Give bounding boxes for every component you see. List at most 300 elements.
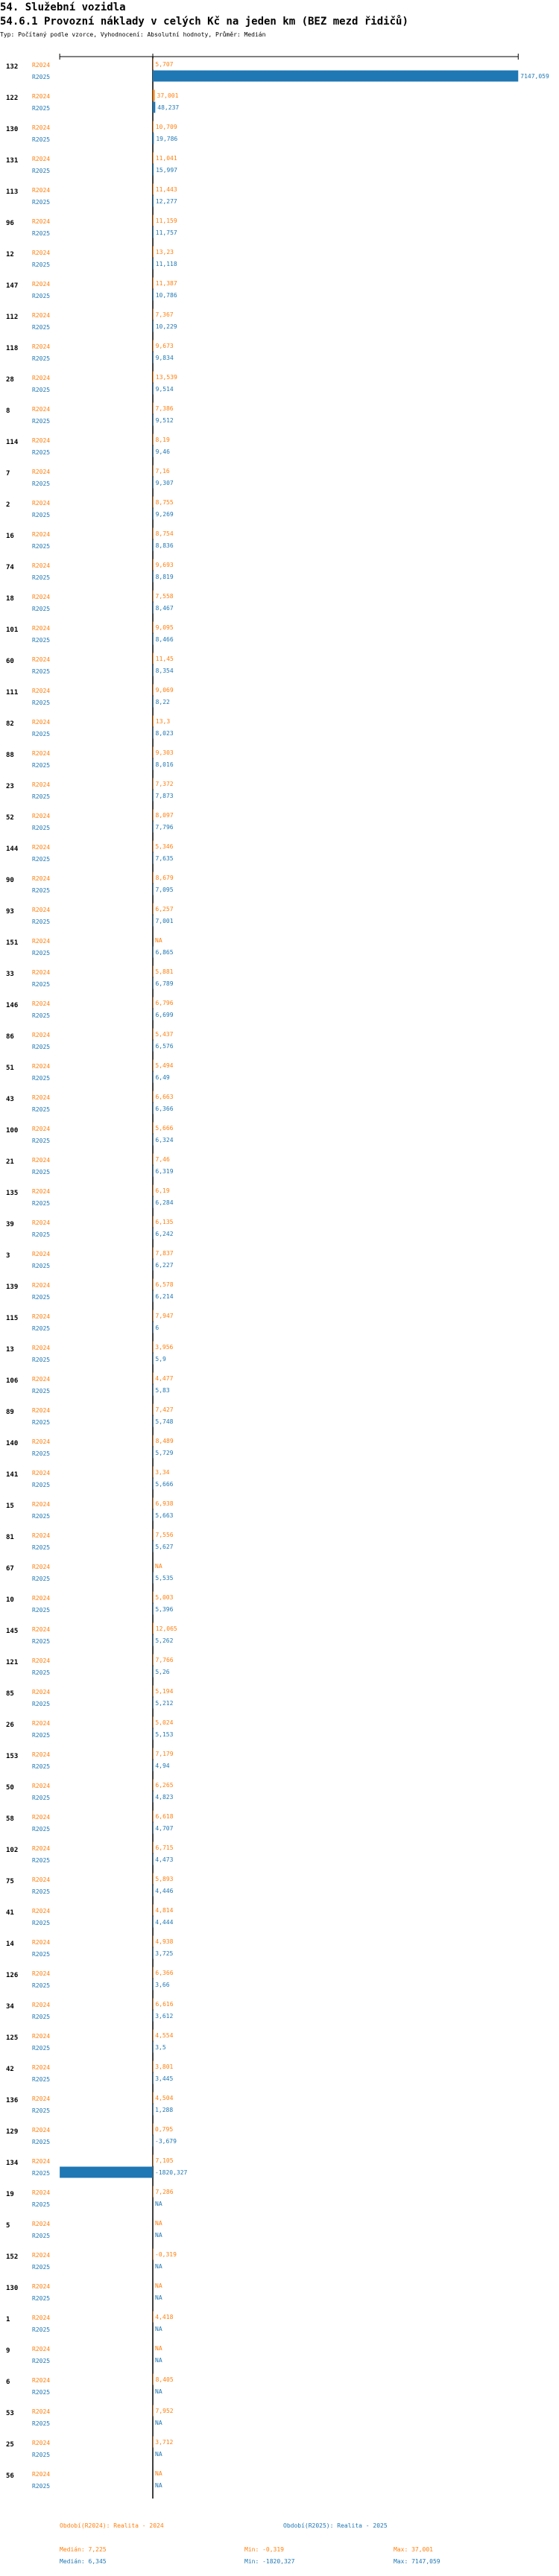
series-label-r2024: R2024 bbox=[32, 93, 51, 100]
category-label: 2 bbox=[6, 501, 10, 509]
series-label-r2024: R2024 bbox=[32, 2127, 51, 2134]
bar-r2025 bbox=[153, 352, 154, 364]
category-label: 134 bbox=[6, 2160, 19, 2167]
value-label-r2024: NA bbox=[155, 1563, 162, 1570]
bar-r2024 bbox=[153, 2030, 154, 2041]
bar-r2024 bbox=[153, 2249, 154, 2260]
bar-r2024 bbox=[153, 872, 154, 883]
bar-r2025 bbox=[153, 978, 154, 989]
value-label-r2024: 4,554 bbox=[155, 2032, 174, 2039]
value-label-r2025: 4,444 bbox=[155, 1919, 174, 1926]
bar-r2024 bbox=[153, 1936, 154, 1947]
category-label: 60 bbox=[6, 658, 14, 665]
bar-r2025 bbox=[153, 1948, 154, 1959]
bar-r2025 bbox=[153, 1197, 154, 1208]
series-label-r2024: R2024 bbox=[32, 1376, 51, 1383]
bar-r2025 bbox=[153, 258, 154, 270]
bar-r2024 bbox=[153, 997, 154, 1009]
value-label-r2025: 8,836 bbox=[155, 542, 174, 549]
bar-r2024 bbox=[153, 1216, 154, 1228]
value-label-r2025: 3,725 bbox=[155, 1950, 174, 1957]
bar-r2025 bbox=[153, 1291, 154, 1302]
series-label-r2024: R2024 bbox=[32, 187, 51, 194]
value-label-r2024: 5,707 bbox=[155, 61, 174, 68]
value-label-r2025: 6,576 bbox=[155, 1043, 174, 1050]
category-label: 153 bbox=[6, 1753, 19, 1760]
value-label-r2025: 10,786 bbox=[155, 292, 177, 299]
bar-r2024 bbox=[153, 591, 154, 602]
value-label-r2024: 6,19 bbox=[155, 1187, 170, 1194]
category-label: 89 bbox=[6, 1409, 14, 1416]
series-label-r2024: R2024 bbox=[32, 844, 51, 851]
value-label-r2024: 3,956 bbox=[155, 1344, 174, 1351]
series-label-r2025: R2025 bbox=[32, 1701, 51, 1707]
value-label-r2024: 37,001 bbox=[157, 92, 179, 99]
series-label-r2025: R2025 bbox=[32, 418, 51, 425]
value-label-r2025: 6,699 bbox=[155, 1012, 174, 1018]
series-label-r2024: R2024 bbox=[32, 469, 51, 475]
series-label-r2024: R2024 bbox=[32, 531, 51, 538]
bar-r2025 bbox=[153, 2042, 154, 2053]
category-label: 129 bbox=[6, 2128, 19, 2136]
value-label-r2024: 11,45 bbox=[155, 656, 174, 662]
series-label-r2025: R2025 bbox=[32, 762, 51, 769]
bar-r2025 bbox=[153, 2073, 154, 2084]
series-label-r2024: R2024 bbox=[32, 156, 51, 162]
series-label-r2024: R2024 bbox=[32, 2315, 51, 2321]
value-label-r2024: 10,709 bbox=[155, 124, 177, 130]
value-label-r2024: 6,618 bbox=[155, 1813, 174, 1820]
category-label: 112 bbox=[6, 314, 19, 321]
category-label: 131 bbox=[6, 157, 19, 165]
bar-r2025 bbox=[153, 1979, 154, 1990]
series-label-r2025: R2025 bbox=[32, 1388, 51, 1395]
bar-r2025 bbox=[153, 415, 154, 426]
category-label: 152 bbox=[6, 2253, 19, 2261]
category-label: 93 bbox=[6, 908, 14, 916]
series-label-r2025: R2025 bbox=[32, 1325, 51, 1332]
bar-r2025 bbox=[153, 1541, 154, 1552]
value-label-r2024: 6,578 bbox=[155, 1281, 174, 1288]
value-label-r2024: NA bbox=[155, 937, 162, 944]
category-label: 96 bbox=[6, 220, 14, 227]
bar-r2025 bbox=[153, 1322, 154, 1333]
series-label-r2024: R2024 bbox=[32, 2189, 51, 2196]
series-label-r2024: R2024 bbox=[32, 1438, 51, 1445]
value-label-r2024: 6,265 bbox=[155, 1782, 174, 1789]
value-label-r2025: -3,679 bbox=[155, 2138, 177, 2145]
value-label-r2024: 13,23 bbox=[155, 249, 174, 256]
series-label-r2024: R2024 bbox=[32, 1845, 51, 1852]
series-label-r2025: R2025 bbox=[32, 606, 51, 612]
category-label: 151 bbox=[6, 939, 19, 947]
bar-r2024 bbox=[153, 2155, 154, 2166]
bar-r2024 bbox=[153, 841, 154, 852]
value-label-r2025: 4,94 bbox=[155, 1763, 170, 1769]
category-label: 8 bbox=[6, 407, 10, 415]
value-label-r2025: 7,095 bbox=[155, 886, 174, 893]
category-label: 100 bbox=[6, 1127, 19, 1135]
bar-r2025 bbox=[153, 1729, 154, 1740]
category-label: 53 bbox=[6, 2410, 14, 2417]
category-label: 86 bbox=[6, 1033, 14, 1041]
series-label-r2024: R2024 bbox=[32, 218, 51, 225]
value-label-r2024: 9,069 bbox=[155, 687, 174, 694]
value-label-r2025: NA bbox=[155, 2451, 162, 2458]
category-label: 106 bbox=[6, 1377, 19, 1385]
bar-r2024 bbox=[153, 1091, 154, 1103]
bar-r2024 bbox=[153, 747, 154, 758]
bar-r2024 bbox=[153, 1623, 154, 1634]
series-label-r2024: R2024 bbox=[32, 688, 51, 694]
value-label-r2025: 6,366 bbox=[155, 1105, 174, 1112]
bar-r2024 bbox=[153, 466, 154, 477]
category-label: 140 bbox=[6, 1440, 19, 1447]
category-label: 136 bbox=[6, 2097, 19, 2104]
category-label: 12 bbox=[6, 251, 14, 258]
value-label-r2024: 6,135 bbox=[155, 1219, 174, 1225]
series-label-r2024: R2024 bbox=[32, 1657, 51, 1664]
series-label-r2024: R2024 bbox=[32, 2408, 51, 2415]
category-label: 51 bbox=[6, 1065, 14, 1072]
bar-r2024 bbox=[153, 2186, 154, 2198]
bar-r2024 bbox=[153, 716, 154, 727]
category-label: 82 bbox=[6, 720, 14, 728]
bar-r2024 bbox=[153, 1435, 154, 1447]
series-label-r2024: R2024 bbox=[32, 2002, 51, 2008]
bar-r2025 bbox=[153, 1510, 154, 1521]
category-label: 113 bbox=[6, 188, 19, 196]
series-label-r2024: R2024 bbox=[32, 1501, 51, 1508]
series-label-r2025: R2025 bbox=[32, 324, 51, 331]
series-label-r2025: R2025 bbox=[32, 950, 51, 957]
bar-r2025 bbox=[153, 2011, 154, 2022]
series-label-r2025: R2025 bbox=[32, 2201, 51, 2208]
value-label-r2024: 5,003 bbox=[155, 1594, 174, 1601]
bar-r2024 bbox=[153, 1248, 154, 1259]
category-label: 146 bbox=[6, 1002, 19, 1009]
bar-r2025 bbox=[153, 1041, 154, 1052]
value-label-r2024: 7,386 bbox=[155, 405, 174, 412]
bar-r2025 bbox=[153, 665, 154, 676]
value-label-r2024: 6,366 bbox=[155, 1970, 174, 1976]
bar-r2025 bbox=[153, 446, 154, 457]
series-label-r2025: R2025 bbox=[32, 2389, 51, 2396]
value-label-r2025: NA bbox=[155, 2482, 162, 2489]
series-label-r2024: R2024 bbox=[32, 656, 51, 663]
series-label-r2024: R2024 bbox=[32, 2221, 51, 2227]
series-label-r2024: R2024 bbox=[32, 375, 51, 381]
category-label: 28 bbox=[6, 376, 14, 384]
value-label-r2025: 3,5 bbox=[155, 2044, 166, 2051]
series-label-r2025: R2025 bbox=[32, 261, 51, 268]
category-label: 10 bbox=[6, 1596, 14, 1604]
value-label-r2025: 6,227 bbox=[155, 1262, 174, 1269]
bar-r2024 bbox=[153, 2374, 154, 2385]
value-label-r2025: 6,214 bbox=[155, 1293, 174, 1300]
category-label: 50 bbox=[6, 1784, 14, 1792]
series-label-r2024: R2024 bbox=[32, 2096, 51, 2102]
value-label-r2024: 8,755 bbox=[155, 499, 174, 506]
bar-r2025 bbox=[153, 728, 154, 739]
value-label-r2024: 5,881 bbox=[155, 968, 174, 975]
chart-subtitle: Typ: Počítaný podle vzorce, Vyhodnocení: Absolutní hodnoty, Průměr: Medián bbox=[0, 31, 266, 38]
bar-r2024 bbox=[153, 904, 154, 915]
value-label-r2024: 5,024 bbox=[155, 1719, 174, 1726]
category-label: 34 bbox=[6, 2003, 14, 2011]
series-label-r2025: R2025 bbox=[32, 2139, 51, 2145]
category-label: 9 bbox=[6, 2347, 10, 2355]
bar-r2024 bbox=[153, 1342, 154, 1353]
series-label-r2024: R2024 bbox=[32, 343, 51, 350]
series-label-r2025: R2025 bbox=[32, 1012, 51, 1019]
bar-r2025 bbox=[153, 478, 154, 489]
bar-r2024 bbox=[153, 215, 154, 226]
series-label-r2025: R2025 bbox=[32, 2170, 51, 2177]
bar-r2024 bbox=[153, 1592, 154, 1603]
value-label-r2025: 5,535 bbox=[155, 1575, 174, 1582]
series-label-r2025: R2025 bbox=[32, 1419, 51, 1426]
bar-r2024 bbox=[153, 247, 154, 258]
category-label: 114 bbox=[6, 439, 19, 446]
series-label-r2024: R2024 bbox=[32, 1564, 51, 1570]
series-label-r2024: R2024 bbox=[32, 750, 51, 757]
series-label-r2024: R2024 bbox=[32, 1720, 51, 1727]
bar-r2025 bbox=[153, 71, 518, 82]
category-label: 15 bbox=[6, 1503, 14, 1510]
value-label-r2024: 8,405 bbox=[155, 2376, 174, 2383]
value-label-r2025: 5,153 bbox=[155, 1731, 174, 1738]
value-label-r2025: 6 bbox=[155, 1325, 160, 1331]
value-label-r2024: 7,947 bbox=[155, 1313, 174, 1319]
series-label-r2025: R2025 bbox=[32, 981, 51, 988]
category-label: 3 bbox=[6, 1252, 10, 1260]
bar-r2025 bbox=[153, 822, 154, 833]
value-label-r2025: 5,666 bbox=[155, 1481, 174, 1488]
category-label: 111 bbox=[6, 689, 19, 697]
series-label-r2024: R2024 bbox=[32, 1595, 51, 1602]
series-label-r2025: R2025 bbox=[32, 1294, 51, 1301]
value-label-r2025: 9,514 bbox=[155, 386, 174, 393]
bar-r2024 bbox=[153, 403, 154, 414]
category-label: 13 bbox=[6, 1346, 14, 1354]
series-label-r2025: R2025 bbox=[32, 1544, 51, 1551]
series-label-r2025: R2025 bbox=[32, 2452, 51, 2458]
series-label-r2024: R2024 bbox=[32, 1345, 51, 1351]
series-label-r2025: R2025 bbox=[32, 793, 51, 800]
series-label-r2024: R2024 bbox=[32, 1251, 51, 1257]
category-label: 6 bbox=[6, 2379, 10, 2386]
series-label-r2024: R2024 bbox=[32, 2440, 51, 2446]
category-label: 102 bbox=[6, 1847, 19, 1854]
value-label-r2025: 10,229 bbox=[155, 323, 177, 330]
value-label-r2025: -1820,327 bbox=[155, 2169, 188, 2176]
category-label: 41 bbox=[6, 1909, 14, 1917]
value-label-r2025: 9,307 bbox=[155, 480, 174, 486]
value-label-r2024: 8,679 bbox=[155, 875, 174, 881]
series-label-r2025: R2025 bbox=[32, 2014, 51, 2020]
value-label-r2025: 4,823 bbox=[155, 1794, 174, 1801]
bar-r2025 bbox=[153, 196, 154, 207]
category-label: 7 bbox=[6, 470, 10, 478]
series-label-r2024: R2024 bbox=[32, 625, 51, 632]
series-label-r2024: R2024 bbox=[32, 1188, 51, 1195]
category-label: 14 bbox=[6, 1941, 14, 1948]
value-label-r2024: 7,558 bbox=[155, 593, 174, 600]
value-label-r2025: 8,467 bbox=[155, 605, 174, 612]
value-label-r2025: 8,819 bbox=[155, 574, 174, 580]
bar-r2024 bbox=[153, 1154, 154, 1165]
bar-r2025 bbox=[153, 1260, 154, 1271]
bar-r2024 bbox=[153, 1842, 154, 1853]
bar-r2024 bbox=[153, 1529, 154, 1541]
series-label-r2025: R2025 bbox=[32, 1795, 51, 1801]
series-label-r2025: R2025 bbox=[32, 1607, 51, 1614]
value-label-r2025: 7,796 bbox=[155, 824, 174, 831]
value-label-r2025: 6,789 bbox=[155, 980, 174, 987]
bar-r2025 bbox=[153, 1698, 154, 1709]
category-label: 130 bbox=[6, 2285, 19, 2292]
bar-r2024 bbox=[153, 184, 154, 195]
category-label: 42 bbox=[6, 2066, 14, 2073]
value-label-r2025: NA bbox=[155, 2294, 162, 2301]
value-label-r2024: 7,427 bbox=[155, 1406, 174, 1413]
value-label-r2024: NA bbox=[155, 2282, 162, 2289]
bar-r2024 bbox=[153, 1029, 154, 1040]
bar-r2024 bbox=[153, 1967, 154, 1979]
category-label: 74 bbox=[6, 564, 14, 571]
bar-r2024 bbox=[153, 2093, 154, 2104]
bar-r2025 bbox=[153, 509, 154, 520]
series-label-r2025: R2025 bbox=[32, 2483, 51, 2490]
value-label-r2025: 7147,059 bbox=[520, 73, 549, 80]
series-label-r2024: R2024 bbox=[32, 813, 51, 819]
value-label-r2025: 9,269 bbox=[155, 511, 174, 518]
bar-r2025 bbox=[153, 571, 154, 583]
series-label-r2025: R2025 bbox=[32, 293, 51, 299]
value-label-r2024: 5,494 bbox=[155, 1062, 174, 1069]
bar-r2025 bbox=[153, 165, 154, 176]
series-label-r2024: R2024 bbox=[32, 1908, 51, 1914]
value-label-r2024: NA bbox=[155, 2345, 162, 2352]
bar-r2024 bbox=[153, 528, 154, 539]
value-label-r2024: 8,097 bbox=[155, 812, 174, 819]
category-label: 75 bbox=[6, 1878, 14, 1885]
series-label-r2024: R2024 bbox=[32, 1689, 51, 1695]
value-label-r2025: 5,212 bbox=[155, 1700, 174, 1707]
value-label-r2024: 6,715 bbox=[155, 1844, 174, 1851]
series-label-r2025: R2025 bbox=[32, 1450, 51, 1457]
bar-r2025 bbox=[153, 321, 154, 332]
bar-r2025 bbox=[153, 1573, 154, 1584]
bar-r2024 bbox=[153, 278, 154, 289]
series-label-r2025: R2025 bbox=[32, 1669, 51, 1676]
value-label-r2024: 6,257 bbox=[155, 906, 174, 913]
value-label-r2024: 11,159 bbox=[155, 218, 177, 224]
series-label-r2025: R2025 bbox=[32, 1231, 51, 1238]
series-label-r2024: R2024 bbox=[32, 1157, 51, 1164]
bar-r2024 bbox=[153, 1655, 154, 1666]
category-label: 139 bbox=[6, 1284, 19, 1291]
series-label-r2024: R2024 bbox=[32, 312, 51, 319]
value-label-r2024: 7,367 bbox=[155, 311, 174, 318]
value-label-r2024: 9,095 bbox=[155, 624, 174, 631]
series-label-r2025: R2025 bbox=[32, 480, 51, 487]
bar-r2025 bbox=[153, 1354, 154, 1365]
bar-r2024 bbox=[153, 121, 154, 133]
value-label-r2024: -0,319 bbox=[155, 2251, 177, 2258]
series-label-r2025: R2025 bbox=[32, 2076, 51, 2083]
series-label-r2025: R2025 bbox=[32, 2295, 51, 2302]
value-label-r2024: 7,766 bbox=[155, 1657, 174, 1663]
series-label-r2024: R2024 bbox=[32, 562, 51, 569]
value-label-r2025: 8,354 bbox=[155, 667, 174, 674]
value-label-r2025: 8,023 bbox=[155, 730, 174, 737]
series-label-r2025: R2025 bbox=[32, 2326, 51, 2333]
bar-r2024 bbox=[153, 340, 154, 352]
series-label-r2024: R2024 bbox=[32, 2033, 51, 2040]
legend-r2025-median: Medián: 6,345 bbox=[60, 2558, 107, 2565]
bar-r2025 bbox=[153, 853, 154, 864]
value-label-r2024: 4,418 bbox=[155, 2314, 174, 2320]
bar-r2025 bbox=[153, 697, 154, 708]
series-label-r2024: R2024 bbox=[32, 1626, 51, 1633]
value-label-r2025: 11,118 bbox=[155, 261, 177, 267]
legend-r2025-label: Období(R2025): Realita - 2025 bbox=[283, 2522, 388, 2529]
value-label-r2025: 7,001 bbox=[155, 918, 174, 924]
bar-r2024 bbox=[153, 434, 154, 445]
value-label-r2025: 12,277 bbox=[155, 198, 177, 205]
bar-r2024 bbox=[153, 1905, 154, 1916]
series-label-r2025: R2025 bbox=[32, 168, 51, 174]
category-label: 132 bbox=[6, 63, 19, 71]
series-label-r2024: R2024 bbox=[32, 907, 51, 913]
category-label: 101 bbox=[6, 626, 19, 634]
series-label-r2024: R2024 bbox=[32, 1470, 51, 1476]
value-label-r2025: NA bbox=[155, 2357, 162, 2364]
value-label-r2024: 13,539 bbox=[155, 374, 177, 381]
value-label-r2025: 19,786 bbox=[156, 136, 178, 142]
series-label-r2024: R2024 bbox=[32, 969, 51, 976]
bar-r2025 bbox=[153, 133, 154, 145]
value-label-r2024: 7,16 bbox=[155, 468, 170, 475]
series-label-r2024: R2024 bbox=[32, 1532, 51, 1539]
value-label-r2025: 1,288 bbox=[155, 2107, 174, 2113]
bar-r2024 bbox=[153, 622, 154, 633]
series-label-r2025: R2025 bbox=[32, 2233, 51, 2239]
value-label-r2025: 8,016 bbox=[155, 761, 174, 768]
series-label-r2024: R2024 bbox=[32, 2471, 51, 2478]
series-label-r2024: R2024 bbox=[32, 250, 51, 256]
legend-r2025-max: Max: 7147,059 bbox=[394, 2558, 440, 2565]
bar-r2024 bbox=[153, 2405, 154, 2417]
value-label-r2024: 11,387 bbox=[155, 280, 177, 287]
series-label-r2025: R2025 bbox=[32, 2358, 51, 2364]
category-label: 85 bbox=[6, 1690, 14, 1698]
series-label-r2025: R2025 bbox=[32, 2264, 51, 2271]
value-label-r2024: 6,663 bbox=[155, 1094, 174, 1100]
bar-r2024 bbox=[153, 1310, 154, 1322]
bar-r2024 bbox=[153, 1748, 154, 1760]
category-label: 90 bbox=[6, 877, 14, 884]
value-label-r2025: 6,242 bbox=[155, 1231, 174, 1237]
series-label-r2025: R2025 bbox=[32, 2420, 51, 2427]
value-label-r2025: 5,26 bbox=[155, 1669, 170, 1675]
series-label-r2025: R2025 bbox=[32, 1075, 51, 1082]
bar-r2024 bbox=[153, 497, 154, 508]
value-label-r2024: 3,801 bbox=[155, 2063, 174, 2070]
category-label: 19 bbox=[6, 2191, 14, 2198]
